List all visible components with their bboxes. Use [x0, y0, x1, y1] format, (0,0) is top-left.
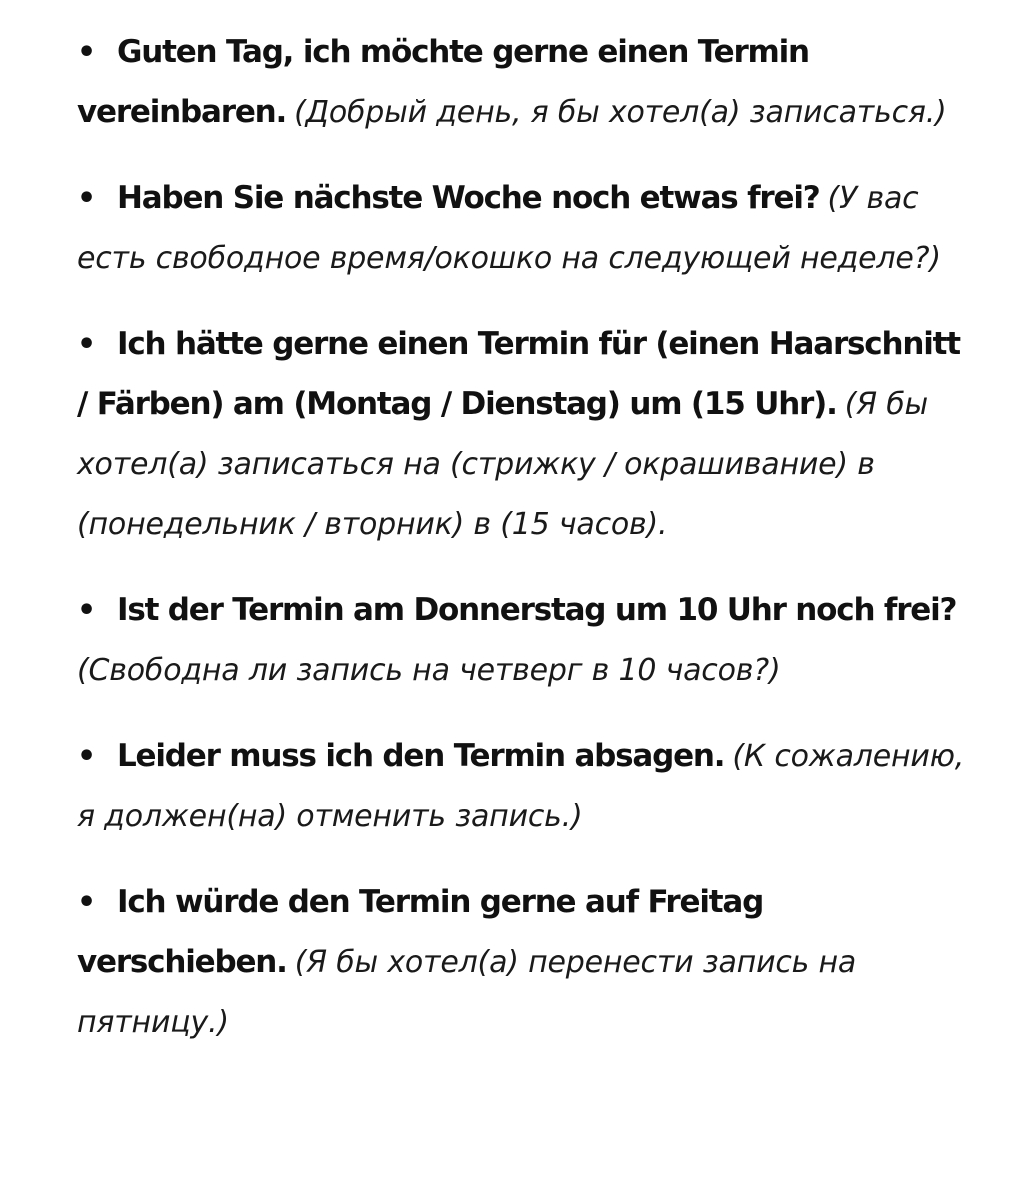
list-item [77, 168, 967, 288]
list-item [77, 726, 967, 846]
german-phrase: Haben Sie nächste Woche noch etwas frei? [117, 180, 820, 216]
phrase-list [77, 22, 967, 1078]
german-phrase: Ich würde den Termin gerne auf Freitag verschieben. [77, 884, 764, 980]
bullet-icon: • [77, 181, 97, 216]
russian-translation: (Я бы хотел(а) записаться на (стрижку / окрашивание) в (понедельник / вторник) в (15 часов). [77, 387, 928, 542]
russian-translation: (У вас есть свободное время/окошко на следующей неделе?) [77, 181, 941, 276]
german-phrase: Leider muss ich den Termin absagen. [117, 738, 725, 774]
list-item [77, 580, 967, 700]
german-phrase: Guten Tag, ich möchte gerne einen Termin vereinbaren. [77, 34, 809, 130]
bullet-icon: • [77, 327, 97, 362]
german-phrase: Ich hätte gerne einen Termin für (einen Haarschnitt / Färben) am (Montag / Dienstag) um (15 Uhr). [77, 326, 960, 422]
bullet-icon: • [77, 593, 97, 628]
bullet-icon: • [77, 885, 97, 920]
russian-translation: (Добрый день, я бы хотел(а) записаться.) [294, 95, 947, 130]
russian-translation: (Свободна ли запись на четверг в 10 часов?) [77, 653, 781, 688]
list-item [77, 872, 967, 1052]
bullet-icon: • [77, 35, 97, 70]
russian-translation: (К сожалению, я должен(на) отменить запись.) [77, 739, 965, 834]
russian-translation: (Я бы хотел(а) перенести запись на пятницу.) [77, 945, 857, 1040]
german-phrase: Ist der Termin am Donnerstag um 10 Uhr noch frei? [117, 592, 957, 628]
list-item [77, 314, 967, 554]
bullet-icon: • [77, 739, 97, 774]
list-item [77, 22, 967, 142]
